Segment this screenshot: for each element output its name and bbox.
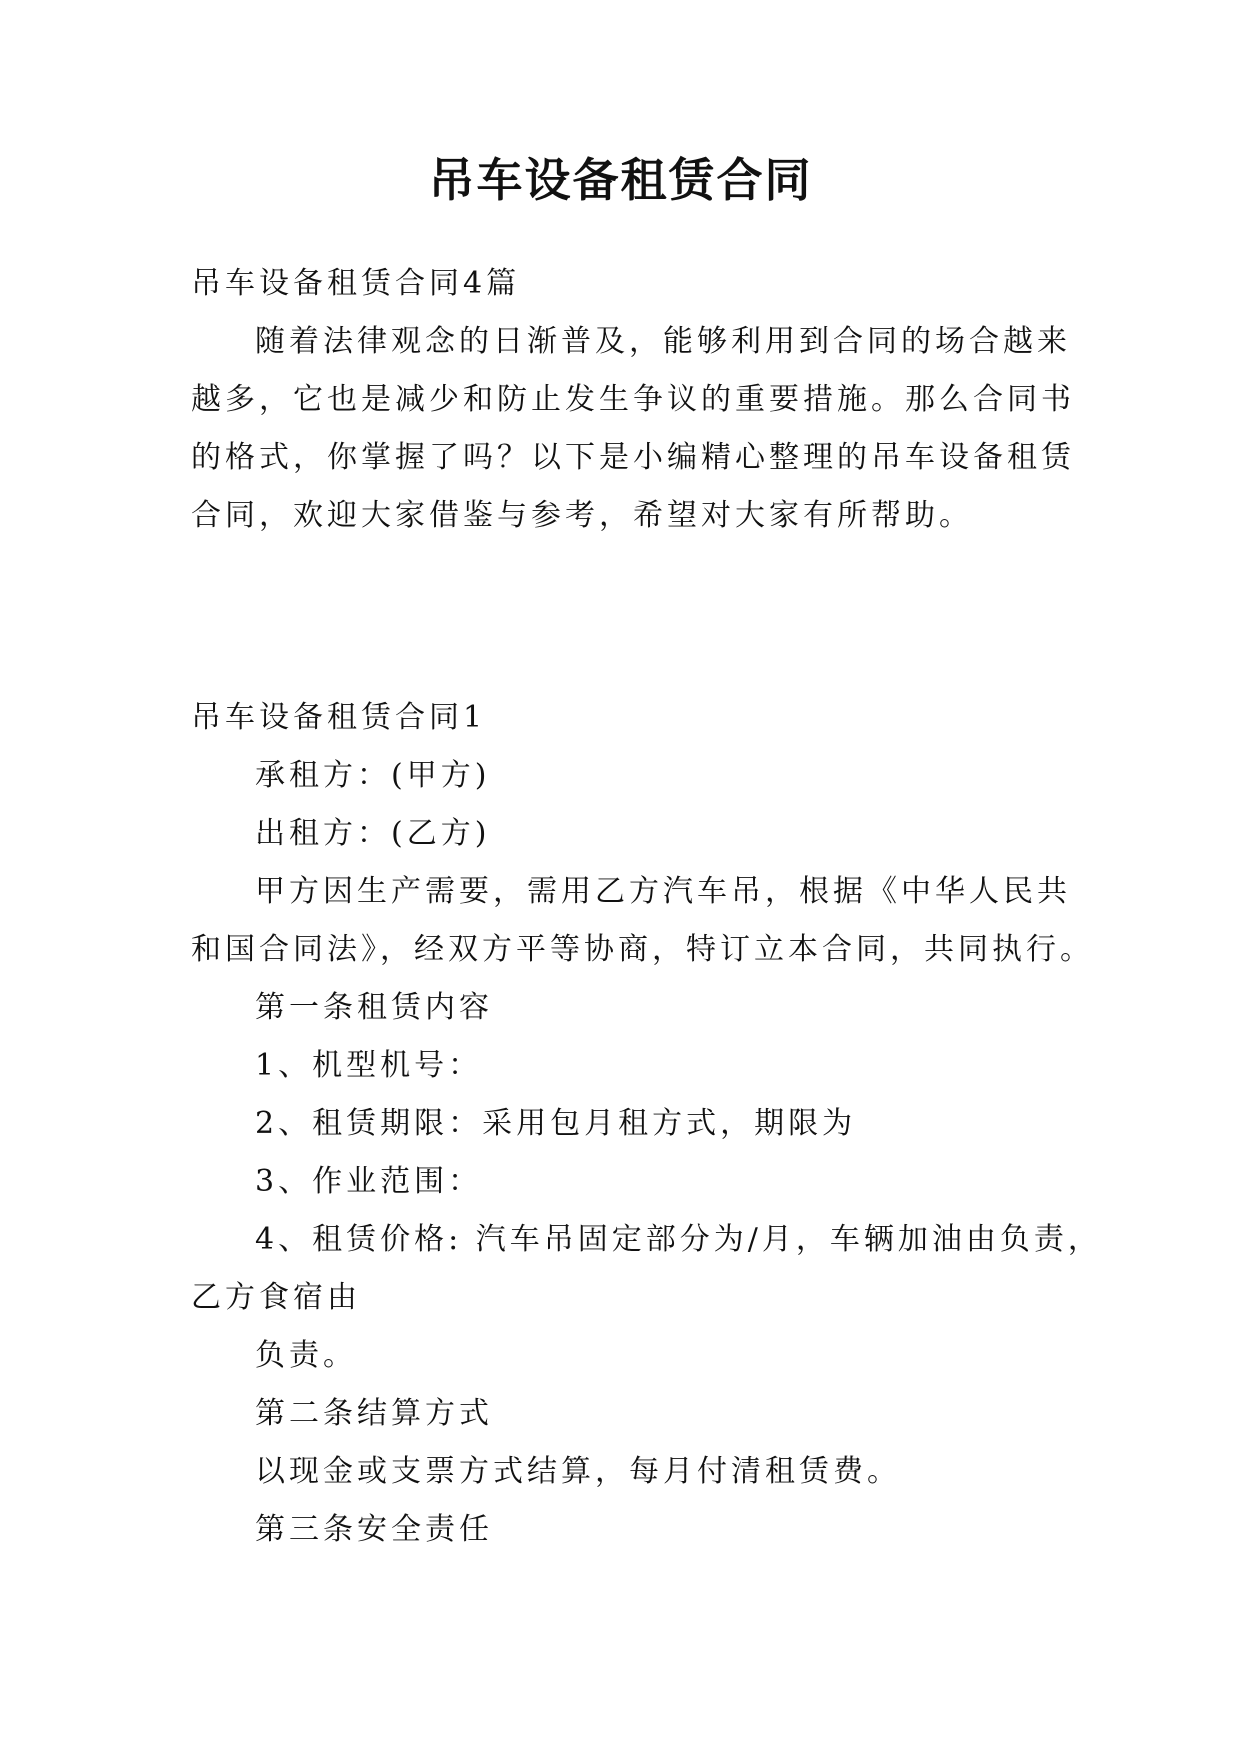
document-title: 吊车设备租赁合同 [428, 153, 813, 207]
article-title: 第三条安全责任 [255, 1512, 493, 1547]
document-subtitle: 吊车设备租赁合同4篇 [191, 266, 521, 301]
section-heading: 吊车设备租赁合同1 [191, 700, 487, 735]
intro-line: 越多，它也是减少和防止发生争议的重要措施。那么合同书 [191, 382, 1075, 417]
intro-line: 随着法律观念的日渐普及，能够利用到合同的场合越来 [255, 324, 1071, 359]
article-item: 3、作业范围： [255, 1164, 483, 1199]
lessee-line: 承租方：(甲方) [255, 758, 491, 793]
article-item-continuation: 乙方食宿由 [191, 1280, 361, 1315]
article-title: 第一条租赁内容 [255, 990, 493, 1025]
article-item: 1、机型机号： [255, 1048, 483, 1083]
article-text: 以现金或支票方式结算，每月付清租赁费。 [255, 1454, 901, 1489]
preamble-line: 甲方因生产需要，需用乙方汽车吊，根据《中华人民共 [255, 874, 1071, 909]
preamble-line: 和国合同法》，经双方平等协商，特订立本合同，共同执行。 [191, 932, 1094, 967]
article-item-continuation: 负责。 [255, 1338, 357, 1373]
intro-line: 合同，欢迎大家借鉴与参考，希望对大家有所帮助。 [191, 498, 973, 533]
intro-line: 的格式，你掌握了吗？以下是小编精心整理的吊车设备租赁 [191, 440, 1075, 475]
article-title: 第二条结算方式 [255, 1396, 493, 1431]
article-item: 4、租赁价格: 汽车吊固定部分为/月，车辆加油由负责， [255, 1222, 1102, 1257]
lessor-line: 出租方：(乙方) [255, 816, 491, 851]
article-item: 2、租赁期限：采用包月租方式，期限为 [255, 1106, 857, 1141]
